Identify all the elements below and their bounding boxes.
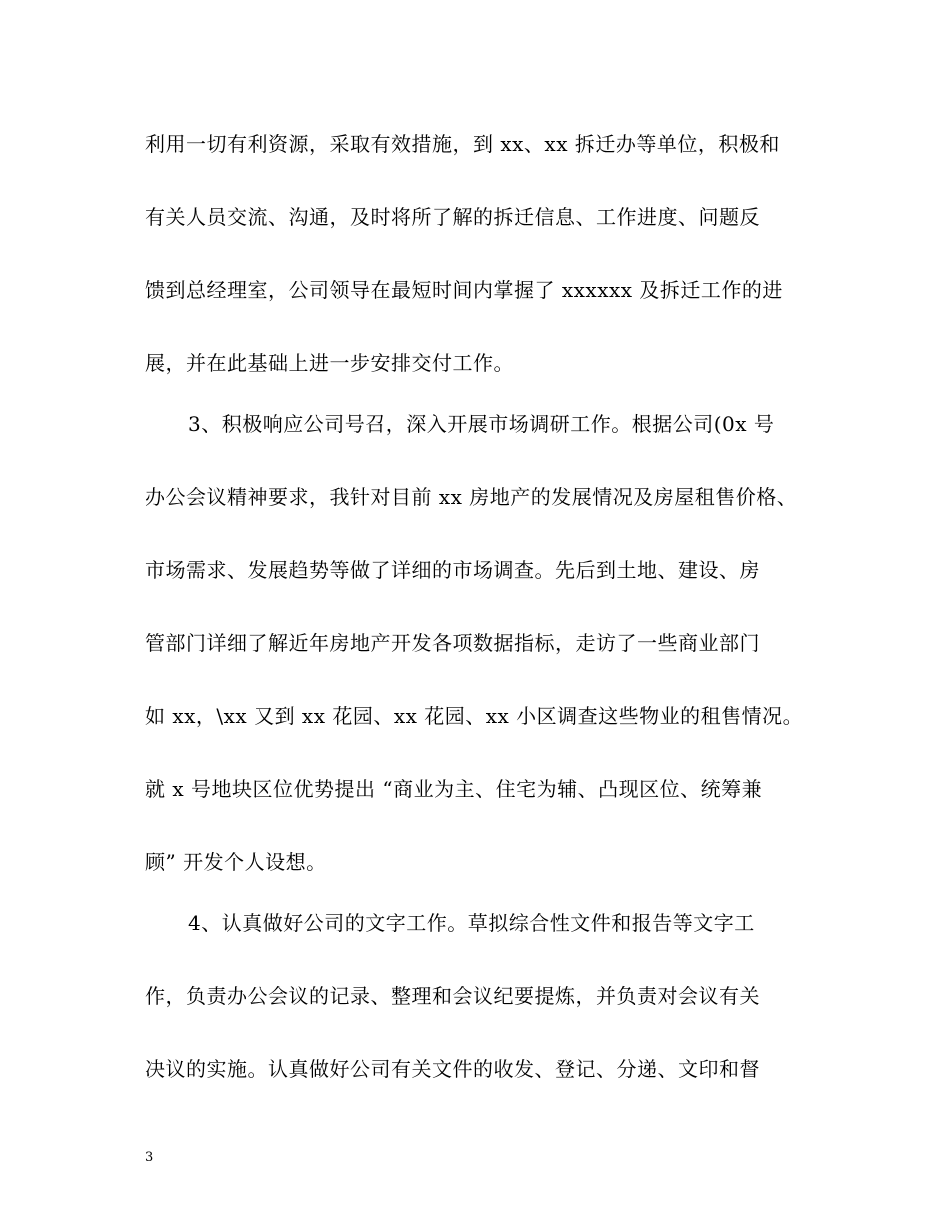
text-line: 如 xx，\xx 又到 xx 花园、xx 花园、xx 小区调查这些物业的租售情况。 bbox=[145, 704, 804, 728]
text-line: 决议的实施。认真做好公司有关文件的收发、登记、分递、文印和督 bbox=[145, 1057, 760, 1081]
paragraph-start-line: 3、积极响应公司号召，深入开展市场调研工作。根据公司(0x 号 bbox=[188, 412, 775, 436]
text-line: 就 x 号地块区位优势提出 “商业为主、住宅为辅、凸现区位、统筹兼 bbox=[145, 777, 763, 801]
text-line: 顾” 开发个人设想。 bbox=[145, 850, 327, 874]
text-line: 展，并在此基础上进一步安排交付工作。 bbox=[145, 351, 514, 375]
page-number: 3 bbox=[145, 1150, 154, 1165]
paragraph-start-line: 4、认真做好公司的文字工作。草拟综合性文件和报告等文字工 bbox=[188, 911, 755, 935]
text-line: 有关人员交流、沟通，及时将所了解的拆迁信息、工作进度、问题反 bbox=[145, 205, 760, 229]
text-line: 作，负责办公会议的记录、整理和会议纪要提炼，并负责对会议有关 bbox=[145, 984, 760, 1008]
text-line: 馈到总经理室，公司领导在最短时间内掌握了 xxxxxx 及拆迁工作的进 bbox=[145, 278, 783, 302]
text-line: 利用一切有利资源，采取有效措施，到 xx、xx 拆迁办等单位，积极和 bbox=[145, 132, 780, 156]
text-line: 管部门详细了解近年房地产开发各项数据指标，走访了一些商业部门 bbox=[145, 631, 760, 655]
text-line: 市场需求、发展趋势等做了详细的市场调查。先后到土地、建设、房 bbox=[145, 558, 760, 582]
text-line: 办公会议精神要求，我针对目前 xx 房地产的发展情况及房屋租售价格、 bbox=[145, 485, 798, 509]
